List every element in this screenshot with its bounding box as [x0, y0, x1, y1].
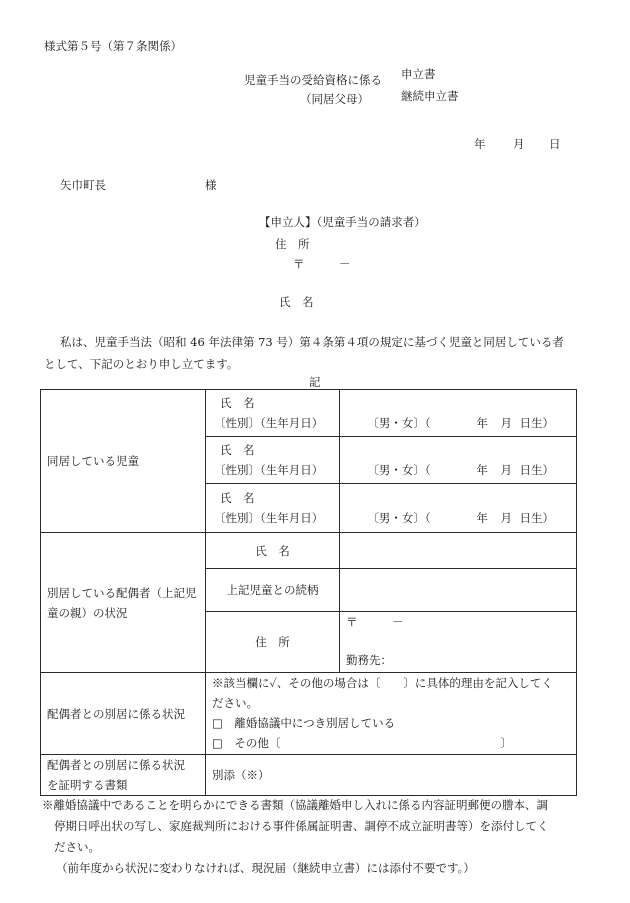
spouse-relation-label: 上記児童との続柄	[206, 569, 340, 612]
proof-document-label	[41, 755, 206, 796]
child-1-name-value[interactable]	[346, 393, 570, 413]
spouse-address-value[interactable]	[340, 612, 577, 673]
note-line-3: ださい。	[54, 840, 100, 854]
child-1-labels	[206, 390, 340, 437]
title-main: 児童手当の受給資格に係る	[244, 73, 382, 87]
child-3-sex-option[interactable]: 〔男・女〕（	[367, 511, 431, 525]
child-2-values	[340, 437, 577, 484]
child-1-birth-row[interactable]	[346, 413, 570, 433]
child-2-name-label: 氏 名	[220, 443, 255, 457]
reason-option-divorce-checkbox[interactable]: □ 離婚協議中につき別居している	[212, 716, 396, 730]
separation-reason-label: 配偶者との別居に係る状況	[41, 673, 206, 755]
note-line-4: （前年度から状況に変わりなければ、現況届（継続申立書）には添付不要です。）	[56, 861, 475, 875]
reason-other-bracket-close: 〕	[500, 736, 512, 750]
addressee-name: 矢巾町長	[60, 178, 106, 192]
addressee-honorific: 様	[205, 178, 217, 192]
applicant-postal: 〒 －	[293, 257, 351, 271]
child-3-month-label: 月	[500, 511, 512, 525]
child-3-sex-dob-label: 〔性別〕（生年月日）	[214, 511, 324, 525]
spouse-workplace-label: 勤務先：	[346, 653, 392, 667]
applicant-name-label: 氏 名	[279, 295, 314, 309]
separated-spouse-label-line-1: 別居している配偶者（上記児	[47, 585, 197, 600]
child-2-name-value[interactable]	[346, 440, 570, 460]
statement-line-2: として、下記のとおり申し立てます。	[44, 357, 239, 371]
child-3-birth-row[interactable]	[346, 508, 570, 528]
reason-note-line-2: ださい。	[212, 696, 258, 710]
child-1-values	[340, 390, 577, 437]
child-2-sex-option[interactable]: 〔男・女〕（	[367, 463, 431, 477]
reason-option-other-row[interactable]	[212, 733, 570, 753]
details-table	[40, 389, 577, 796]
child-2-birth-row[interactable]	[346, 460, 570, 480]
spouse-address-label: 住 所	[206, 612, 340, 673]
note-line-1: ※離婚協議中であることを明らかにできる書類（協議離婚申し入れに係る内容証明郵便の謄本、調	[42, 798, 548, 812]
notes	[42, 795, 598, 879]
date-year-label: 年	[474, 137, 486, 151]
child-2-sex-dob-label: 〔性別〕（生年月日）	[214, 463, 324, 477]
child-1-year-label: 年	[476, 416, 488, 430]
cohabiting-children-label: 同居している児童	[41, 390, 206, 533]
applicant-address-label: 住 所	[275, 237, 310, 251]
statement	[44, 331, 592, 375]
separation-reason-value	[206, 673, 577, 755]
child-3-labels	[206, 484, 340, 533]
child-1-sex-option[interactable]: 〔男・女〕（	[367, 416, 431, 430]
proof-document-label-line-2: を証明する書類	[47, 778, 128, 792]
note-line-2: 停期日呼出状の写し、家庭裁判所における事件係属証明書、調停不成立証明書等）を添付してく	[54, 819, 549, 833]
child-3-name-label: 氏 名	[220, 491, 255, 505]
child-1-day-label: 日生）	[519, 416, 554, 430]
child-2-month-label: 月	[500, 463, 512, 477]
child-2-day-label: 日生）	[519, 463, 554, 477]
spouse-relation-value[interactable]	[340, 569, 577, 612]
proof-document-label-line-1: 配偶者との別居に係る状況	[47, 758, 185, 772]
reason-option-other-checkbox[interactable]: □ その他〔	[212, 736, 281, 750]
child-2-year-label: 年	[476, 463, 488, 477]
title-sub: （同居父母）	[300, 92, 369, 106]
date-month-label: 月	[513, 137, 525, 151]
date-day-label: 日	[549, 137, 561, 151]
statement-line-1: 私は、児童手当法（昭和 46 年法律第 73 号）第４条第４項の規定に基づく児童と同居している者	[60, 335, 564, 349]
separated-spouse-label-line-2: 童の親）の状況	[47, 605, 128, 620]
child-1-month-label: 月	[500, 416, 512, 430]
spouse-name-value[interactable]	[340, 533, 577, 569]
spouse-name-label: 氏 名	[206, 533, 340, 569]
child-1-name-label: 氏 名	[220, 396, 255, 410]
child-3-day-label: 日生）	[519, 511, 554, 525]
child-3-values	[340, 484, 577, 533]
title-option-application: 申立書	[401, 67, 436, 81]
proof-document-value: 別添（※）	[206, 755, 577, 796]
title-option-continuation: 継続申立書	[401, 89, 459, 103]
applicant-heading: 【申立人】（児童手当の請求者）	[259, 215, 426, 229]
child-3-name-value[interactable]	[346, 488, 570, 508]
child-2-labels	[206, 437, 340, 484]
form-number: 様式第５号（第７条関係）	[44, 39, 182, 53]
separated-spouse-label	[41, 533, 206, 673]
reason-note-line-1: ※該当欄に✓、その他の場合は〔 〕に具体的理由を記入してく	[212, 676, 553, 690]
child-1-sex-dob-label: 〔性別〕（生年月日）	[214, 416, 324, 430]
ki-heading: 記	[309, 375, 321, 389]
spouse-postal: 〒 －	[346, 615, 404, 629]
child-3-year-label: 年	[476, 511, 488, 525]
